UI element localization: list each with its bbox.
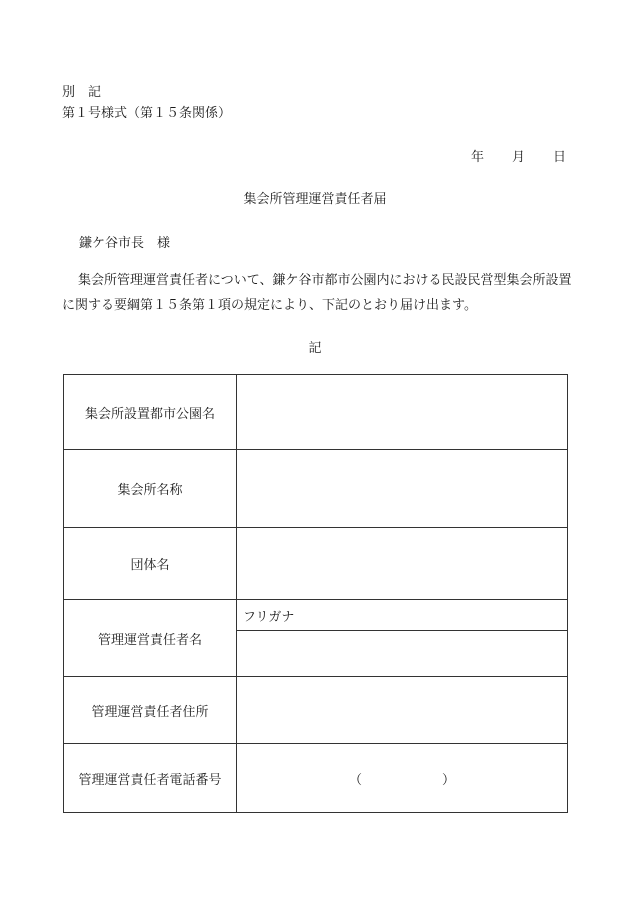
park-name-label: 集会所設置都市公園名 xyxy=(64,375,237,450)
table-row xyxy=(64,375,568,450)
manager-name-field[interactable] xyxy=(237,631,568,677)
body-paragraph: 集会所管理運営責任者について、鎌ケ谷市都市公園内における民設民営型集会所設置に関する要綱第１５条第１項の規定により、下記のとおり届け出ます。 xyxy=(62,273,572,313)
facility-name-label: 集会所名称 xyxy=(64,450,237,528)
ki-heading: 記 xyxy=(308,341,322,356)
phone-open-paren: （ xyxy=(348,772,362,788)
addressee: 鎌ケ谷市長 様 xyxy=(79,236,171,251)
phone-close-paren: ） xyxy=(442,772,456,788)
furigana-field[interactable] xyxy=(237,600,568,631)
organization-name-field[interactable] xyxy=(237,528,568,600)
table-row xyxy=(64,450,568,528)
form-number: 第１号様式（第１５条関係） xyxy=(62,106,232,121)
appendix-label: 別 記 xyxy=(62,85,102,100)
park-name-field[interactable] xyxy=(237,375,568,450)
manager-name-label: 管理運営責任者名 xyxy=(64,600,237,677)
furigana-label: フリガナ xyxy=(243,609,295,625)
manager-address-label: 管理運営責任者住所 xyxy=(64,677,237,744)
manager-phone-field[interactable] xyxy=(237,744,568,813)
notification-form-table xyxy=(63,374,568,813)
organization-name-label: 団体名 xyxy=(64,528,237,600)
table-row xyxy=(64,600,568,631)
date-line xyxy=(471,146,566,165)
manager-address-field[interactable] xyxy=(237,677,568,744)
date-year: 年 xyxy=(471,150,485,165)
table-row xyxy=(64,677,568,744)
date-month: 月 xyxy=(512,150,526,165)
manager-phone-label: 管理運営責任者電話番号 xyxy=(64,744,237,813)
table-row xyxy=(64,528,568,600)
date-day: 日 xyxy=(553,150,567,165)
document-title: 集会所管理運営責任者届 xyxy=(243,192,387,207)
facility-name-field[interactable] xyxy=(237,450,568,528)
table-row xyxy=(64,744,568,813)
